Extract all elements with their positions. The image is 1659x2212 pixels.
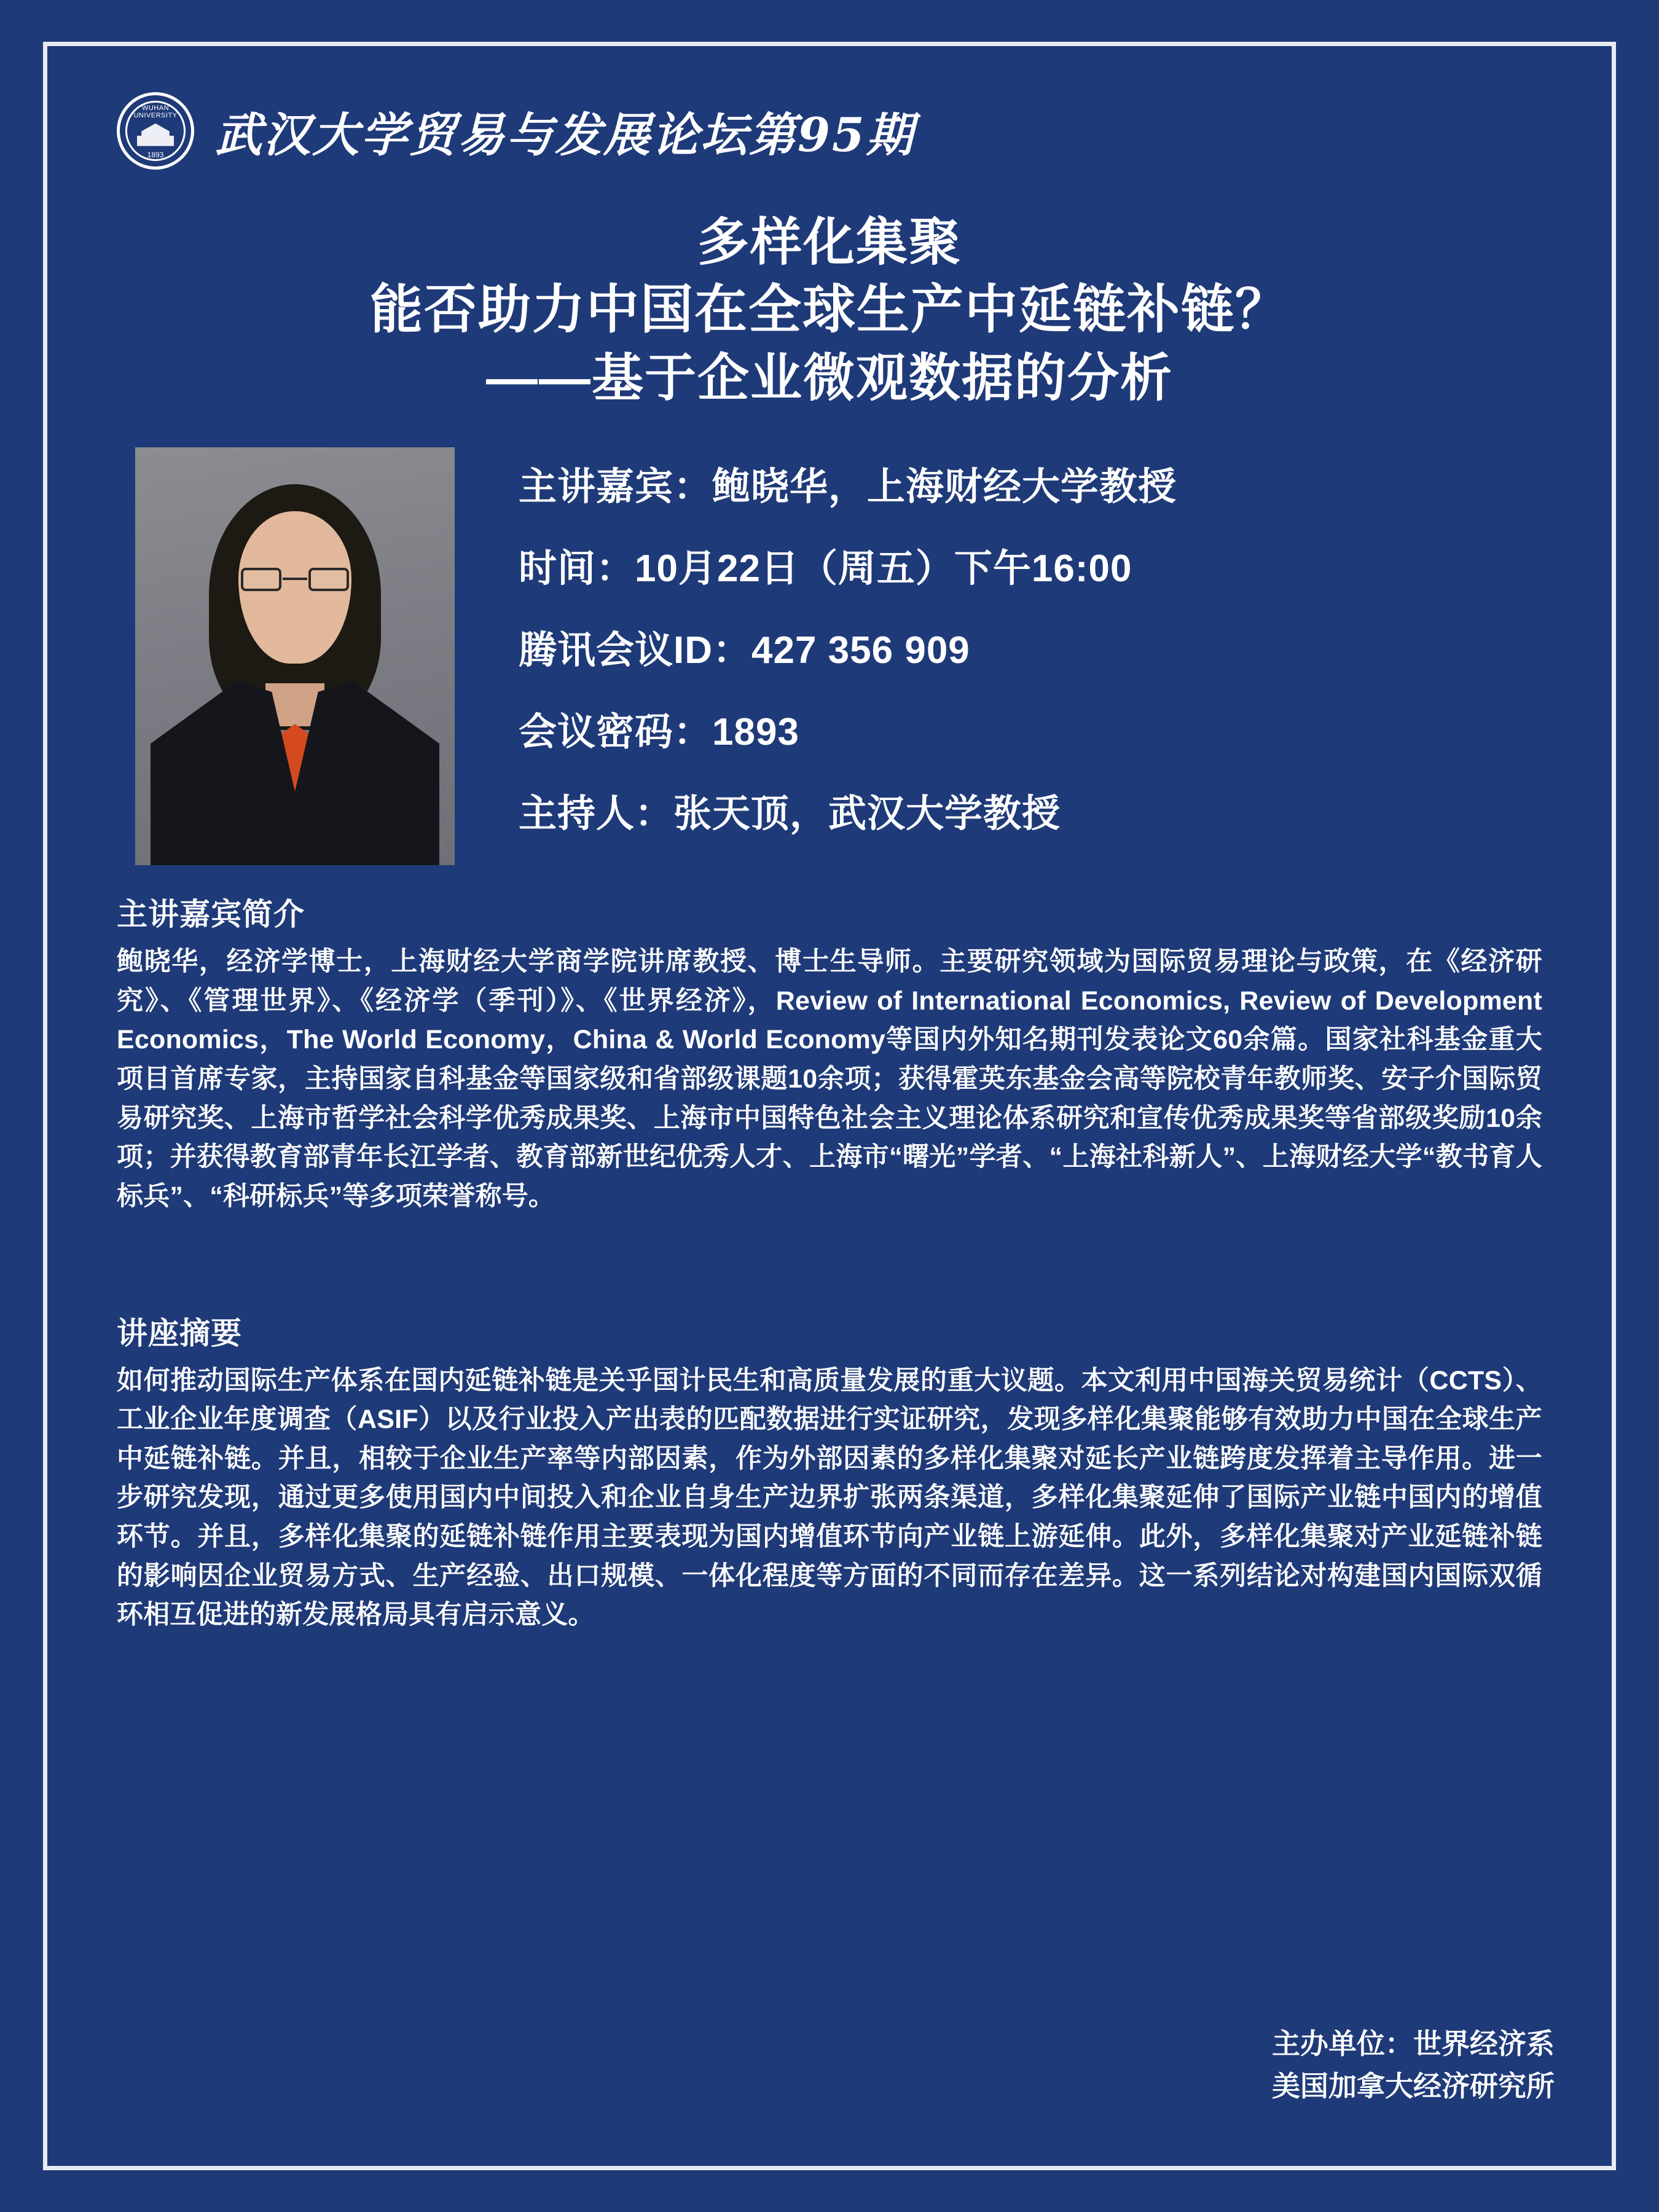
- poster-header: [117, 92, 1542, 170]
- seal-bottom-text: 1893: [147, 151, 164, 159]
- abstract-text: 如何推动国际生产体系在国内延链补链是关乎国计民生和高质量发展的重大议题。本文利用中国海关贸易统计（CCTS）、工业企业年度调查（ASIF）以及行业投入产出表的匹配数据进行实证研究，发现多样化集聚能够有效助力中国在全球生产中延链补链。并且，相较于企业生产率等内部因素，作为外部因素的多样化集聚对延长产业链跨度发挥着主导作用。进一步研究发现，通过更多使用国内中间投入和企业自身生产边界扩张两条渠道，多样化集聚延伸了国际产业链中国内的增值环节。并且，多样化集聚的延链补链作用主要表现为国内增值环节向产业链上游延伸。此外，多样化集聚对产业延链补链的影响因企业贸易方式、生产经验、出口规模、一体化程度等方面的不同而存在差异。这一系列结论对构建国内国际双循环相互促进的新发展格局具有启示意义。: [117, 1365, 1542, 1630]
- speaker-bio-heading: 主讲嘉宾简介: [117, 897, 305, 932]
- abstract-heading: 讲座摘要: [117, 1316, 242, 1351]
- title-line-3: ——基于企业微观数据的分析: [485, 348, 1173, 407]
- forum-title: 武汉大学贸易与发展论坛第95期: [215, 107, 915, 162]
- page-title: [117, 209, 1542, 412]
- abstract-section: [117, 1309, 1542, 1635]
- speaker-bio-text: 鲍晓华，经济学博士，上海财经大学商学院讲席教授、博士生导师。主要研究领域为国际贸易理论与政策，在《经济研究》、《管理世界》、《经济学（季刊）》、《世界经济》，Review of International Economics, Review of Development Economics，The World Economy，China & World Economy等国内外知名期刊发表论文60余篇。国家社科基金重大项目首席专家，主持国家自科基金等国家级和省部级课题10余项；获得霍英东基金会高等院校青年教师奖、安子介国际贸易研究奖、上海市哲学社会科学优秀成果奖、上海市中国特色社会主义理论体系研究和宣传优秀成果奖等省部级奖励10余项；并获得教育部青年长江学者、教育部新世纪优秀人才、上海市“曙光”学者、“上海社科新人”、上海财经大学“教书育人标兵”、“科研标兵”等多项荣誉称号。: [117, 947, 1542, 1211]
- glasses-bridge: [283, 578, 307, 580]
- poster-content: [117, 80, 1542, 1635]
- organizer-footer: [1272, 2023, 1555, 2108]
- speaker-portrait: [135, 447, 455, 865]
- organizer-line-1: 主办单位：世界经济系: [1272, 2028, 1555, 2060]
- speaker-bio-section: [117, 890, 1542, 1216]
- detail-speaker: 主讲嘉宾：鲍晓华，上海财经大学教授: [519, 466, 1177, 509]
- wuhan-university-seal-icon: [117, 92, 194, 170]
- glasses-icon: [241, 568, 349, 592]
- detail-meeting-id: 腾讯会议ID：427 356 909: [519, 629, 970, 672]
- seal-top-text: WUHAN UNIVERSITY: [133, 104, 178, 119]
- organizer-line-2: 美国加拿大经济研究所: [1272, 2070, 1555, 2102]
- title-line-1: 多样化集聚: [697, 213, 962, 271]
- detail-time: 时间：10月22日（周五）下午16:00: [519, 547, 1132, 590]
- title-line-2: 能否助力中国在全球生产中延链补链？: [370, 280, 1289, 340]
- detail-meeting-password: 会议密码：1893: [519, 711, 799, 754]
- detail-host: 主持人：张天顶，武汉大学教授: [519, 793, 1061, 836]
- event-info-section: [117, 447, 1542, 865]
- event-details-list: [519, 447, 1542, 837]
